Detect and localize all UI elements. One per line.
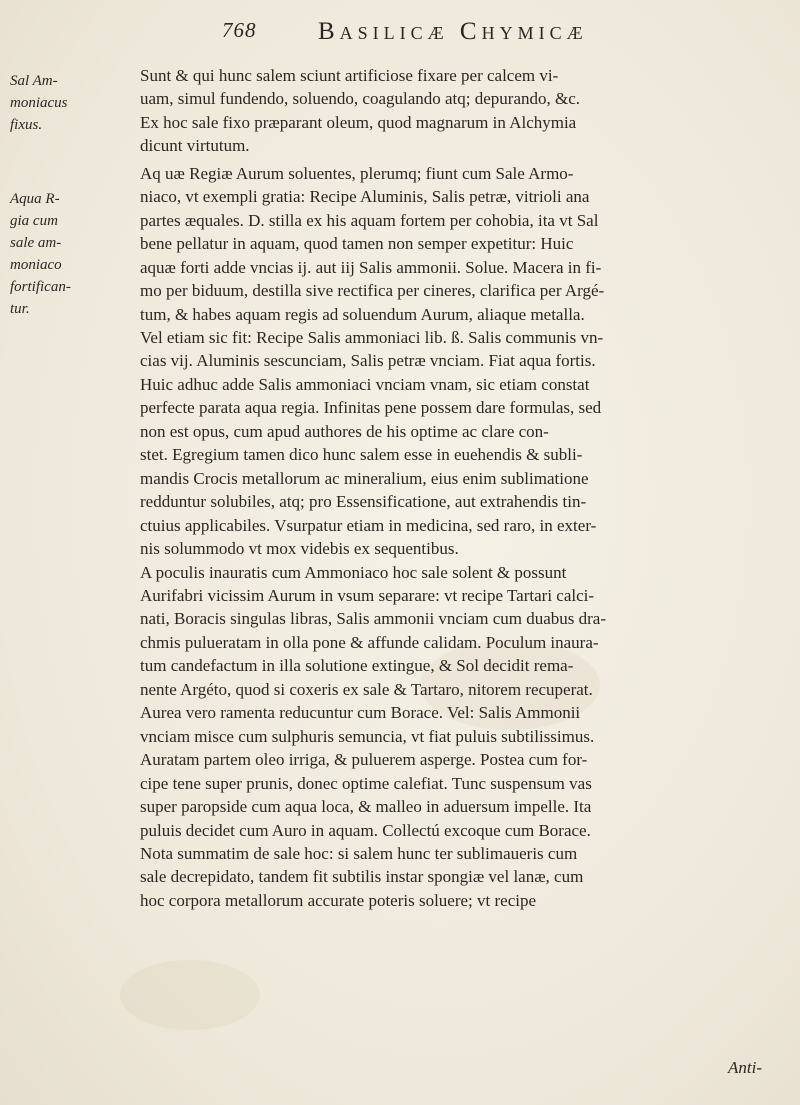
paragraph-poculis: A poculis inauratis cum Ammoniaco hoc sale solent & possunt Aurifabri vicissim Aurum in vsum separare: vt recipe Tartari calci- nati, Boracis singulas libras, Salis ammonii vnciam cum duabus dra- chmis pulueratam in olla pone & affunde calidam. Poculum inaura- tum candefactum in illa solutione extingue, & Sol decidit rema- nente Argéto, quod si coxeris ex sale & Tartaro, nitorem recuperat. Aurea vero ramenta reducuntur cum Borace. Vel: Salis Ammonii vnciam misce cum sulphuris semuncia, vt fiat puluis subtilissimus. Auratam partem oleo irriga, & puluerem asperge. Postea cum for- cipe tene super prunis, donec optime calefiat. Tunc suspensum vas super paropside cum aqua loca, & malleo in aduersum impelle. Ita puluis decidet cum Auro in aquam. Collectú excoque cum Borace. (140, 562, 606, 840)
paragraph-nota: Nota summatim de sale hoc: si salem hunc ter sublimaueris cum sale decrepidato, tandem fit subtilis instar spongiæ vel lanæ, cum hoc corpora metallorum accurate poteris soluere; vt recipe (140, 843, 584, 910)
margin-note-sal-ammoniacus: Sal Am- moniacus fixus. (10, 73, 68, 133)
catchword: Anti- (728, 1058, 762, 1077)
margin-notes (10, 70, 70, 378)
running-title: Basilicæ Chymicæ (318, 18, 588, 45)
page-header (0, 16, 800, 56)
paragraph-sal-fixus: Sunt & qui hunc salem sciunt artificiose fixare per calcem vi- uam, simul fundendo, soluendo, coagulando atq; depurando, &c. Ex hoc sale fixo præparant oleum, quod magnarum in Alchymia dicunt virtutum. (140, 66, 581, 156)
paragraph-aqua-regia: Aq uæ Regiæ Aurum soluentes, plerumq; fiunt cum Sale Armo- niaco, vt exempli gratia: Recipe Aluminis, Salis petræ, vitrioli ana partes æquales. D. stilla ex his aquam fortem per cohobia, ita vt Sal bene pellatur in aquam, quod tamen non semper expetitur: Huic aquæ forti adde vncias ij. aut iij Salis ammonii. Solue. Macera in fi- mo per biduum, destilla sive rectifica per cineres, clarifica per Argé- tum, & habes aquam regis ad soluendum Aurum, aliaque metalla. Vel etiam sic fit: Recipe Salis ammoniaci lib. ß. Salis communis vn- cias vij. Aluminis sescunciam, Salis petræ vnciam. Fiat aqua fortis. Huic adhuc adde Salis ammoniaci vnciam vnam, sic etiam constat perfecte parata aqua regia. Infinitas pene possem dare formulas, sed non est opus, cum apud authores de his optime ac clare con- stet. Egregium tamen dico hunc salem esse in euehendis & subli- mandis Crocis metallorum ac mineralium, eius enim sublimatione redduntur solubiles, atq; pro Essensificatione, aut extrahendis tin- ctuius applicabiles. Vsurpatur etiam in medicina, sed raro, in exter- nis solummodo vt mox videbis ex sequentibus. (140, 163, 605, 559)
paper-stain (120, 960, 260, 1030)
margin-note-aqua-regia: Aqua R- gia cum sale am- moniaco fortifican- tur. (10, 191, 71, 317)
page-number: 768 (222, 18, 257, 42)
text-body (140, 64, 780, 912)
